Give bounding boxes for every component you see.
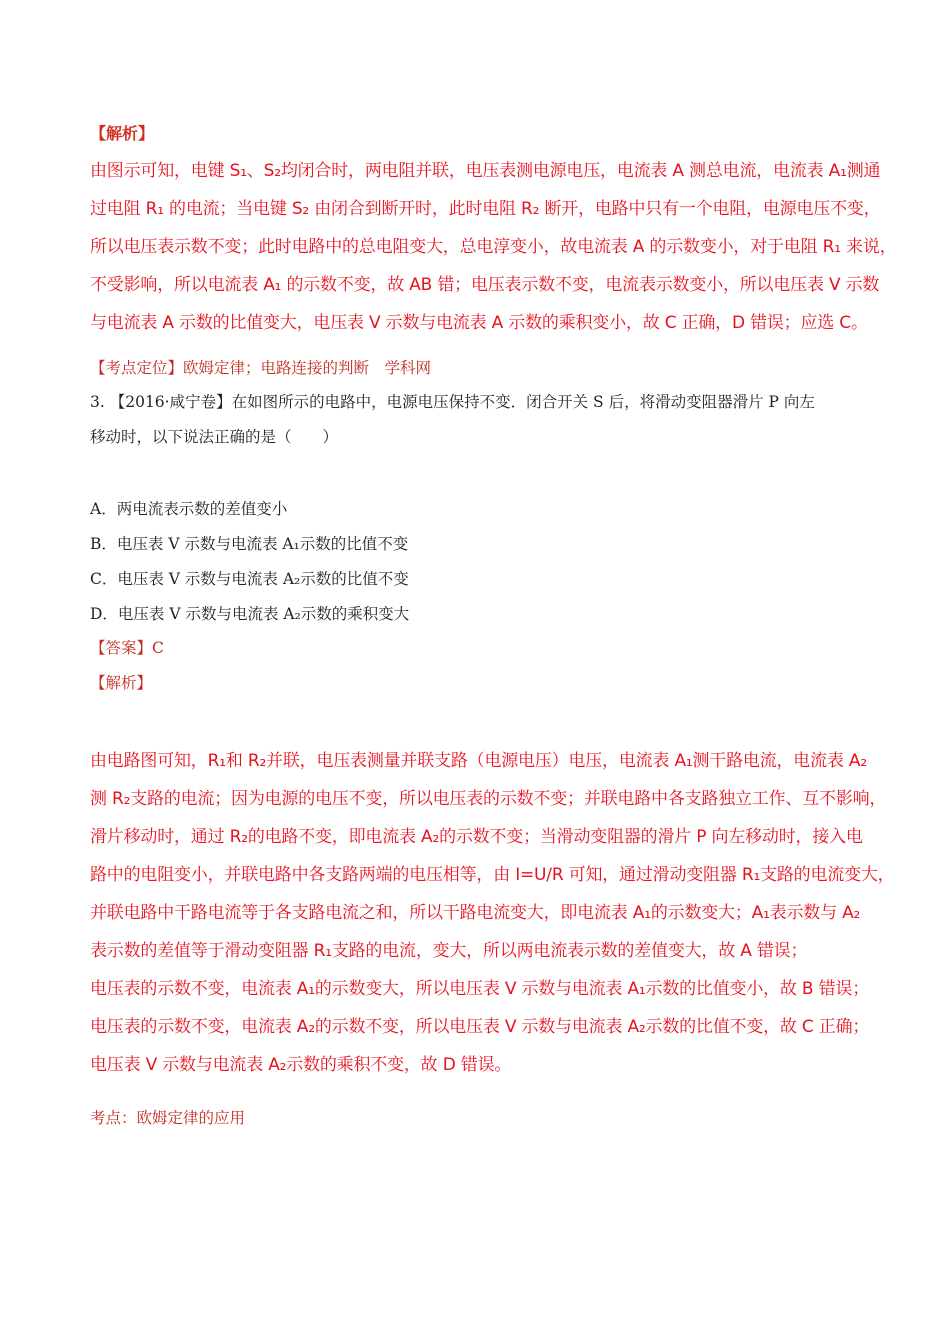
analysis-line: 滑片移动时，通过 R₂的电路不变，即电流表 A₂的示数不变；当滑动变阻器的滑片 P 向左移动时，接入电 (90, 827, 863, 847)
option-d: D．电压表 V 示数与电流表 A₂示数的乘积变大 (90, 605, 410, 623)
analysis-label-2: 【解析】 (90, 674, 153, 692)
analysis-label: 【解析】 (90, 124, 155, 143)
option-a: A．两电流表示数的差值变小 (90, 500, 288, 518)
analysis-line: 路中的电阻变小，并联电路中各支路两端的电压相等，由 I=U/R 可知，通过滑动变阻器 R₁支路的电流变大， (90, 865, 895, 885)
analysis-line: 并联电路中干路电流等于各支路电流之和，所以干路电流变大，即电流表 A₁的示数变大；A₁表示数与 A₂ (90, 903, 861, 923)
analysis-line: 不受影响，所以电流表 A₁ 的示数不变，故 AB 错；电压表示数不变，电流表示数变小，所以电压表 V 示数 (90, 275, 880, 295)
question-stem-line: 移动时，以下说法正确的是（ ） (90, 428, 339, 446)
analysis-line: 与电流表 A 示数的比值变大，电压表 V 示数与电流表 A 示数的乘积变小，故 C 正确，D 错误；应选 C。 (90, 313, 868, 333)
option-b: B．电压表 V 示数与电流表 A₁示数的比值不变 (90, 535, 409, 553)
question-3-stem (90, 385, 880, 455)
analysis-line: 过电阻 R₁ 的电流；当电键 S₂ 由闭合到断开时，此时电阻 R₂ 断开，电路中只有一个电阻，电源电压不变， (90, 199, 881, 219)
analysis-line: 电压表的示数不变，电流表 A₁的示数变大，所以电压表 V 示数与电流表 A₁示数的比值变小，故 B 错误； (90, 979, 870, 999)
answer-line: 【答案】C (90, 639, 164, 657)
kaodian-location: 【考点定位】欧姆定律；电路连接的判断 学科网 (90, 359, 432, 377)
analysis-line: 表示数的差值等于滑动变阻器 R₁支路的电流，变大，所以两电流表示数的差值变大，故 A 错误； (90, 941, 808, 961)
analysis-line: 由图示可知，电键 S₁、S₂均闭合时，两电阻并联，电压表测电源电压，电流表 A 测总电流，电流表 A₁测通 (90, 161, 881, 181)
question-stem-line: 3. 【2016·咸宁卷】在如图所示的电路中，电源电压保持不变．闭合开关 S 后，将滑动变阻器滑片 P 向左 (90, 393, 815, 411)
question-3-options (90, 492, 880, 632)
analysis-line: 电压表的示数不变，电流表 A₂的示数不变，所以电压表 V 示数与电流表 A₂示数的比值不变，故 C 正确； (90, 1017, 870, 1037)
analysis-line: 所以电压表示数不变；此时电路中的总电阻变大，总电淳变小，故电流表 A 的示数变小，对于电阻 R₁ 来说， (90, 237, 897, 257)
analysis-line: 电压表 V 示数与电流表 A₂示数的乘积不变，故 D 错误。 (90, 1055, 512, 1075)
analysis-paragraph-1 (90, 152, 897, 342)
kaodian-application: 考点：欧姆定律的应用 (90, 1109, 246, 1127)
analysis-paragraph-2 (90, 742, 895, 1084)
analysis-line: 测 R₂支路的电流；因为电源的电压不变，所以电压表的示数不变；并联电路中各支路独立工作、互不影响， (90, 789, 887, 809)
analysis-line: 由电路图可知，R₁和 R₂并联，电压表测量并联支路（电源电压）电压，电流表 A₁测干路电流，电流表 A₂ (90, 751, 867, 771)
option-c: C．电压表 V 示数与电流表 A₂示数的比值不变 (90, 570, 409, 588)
